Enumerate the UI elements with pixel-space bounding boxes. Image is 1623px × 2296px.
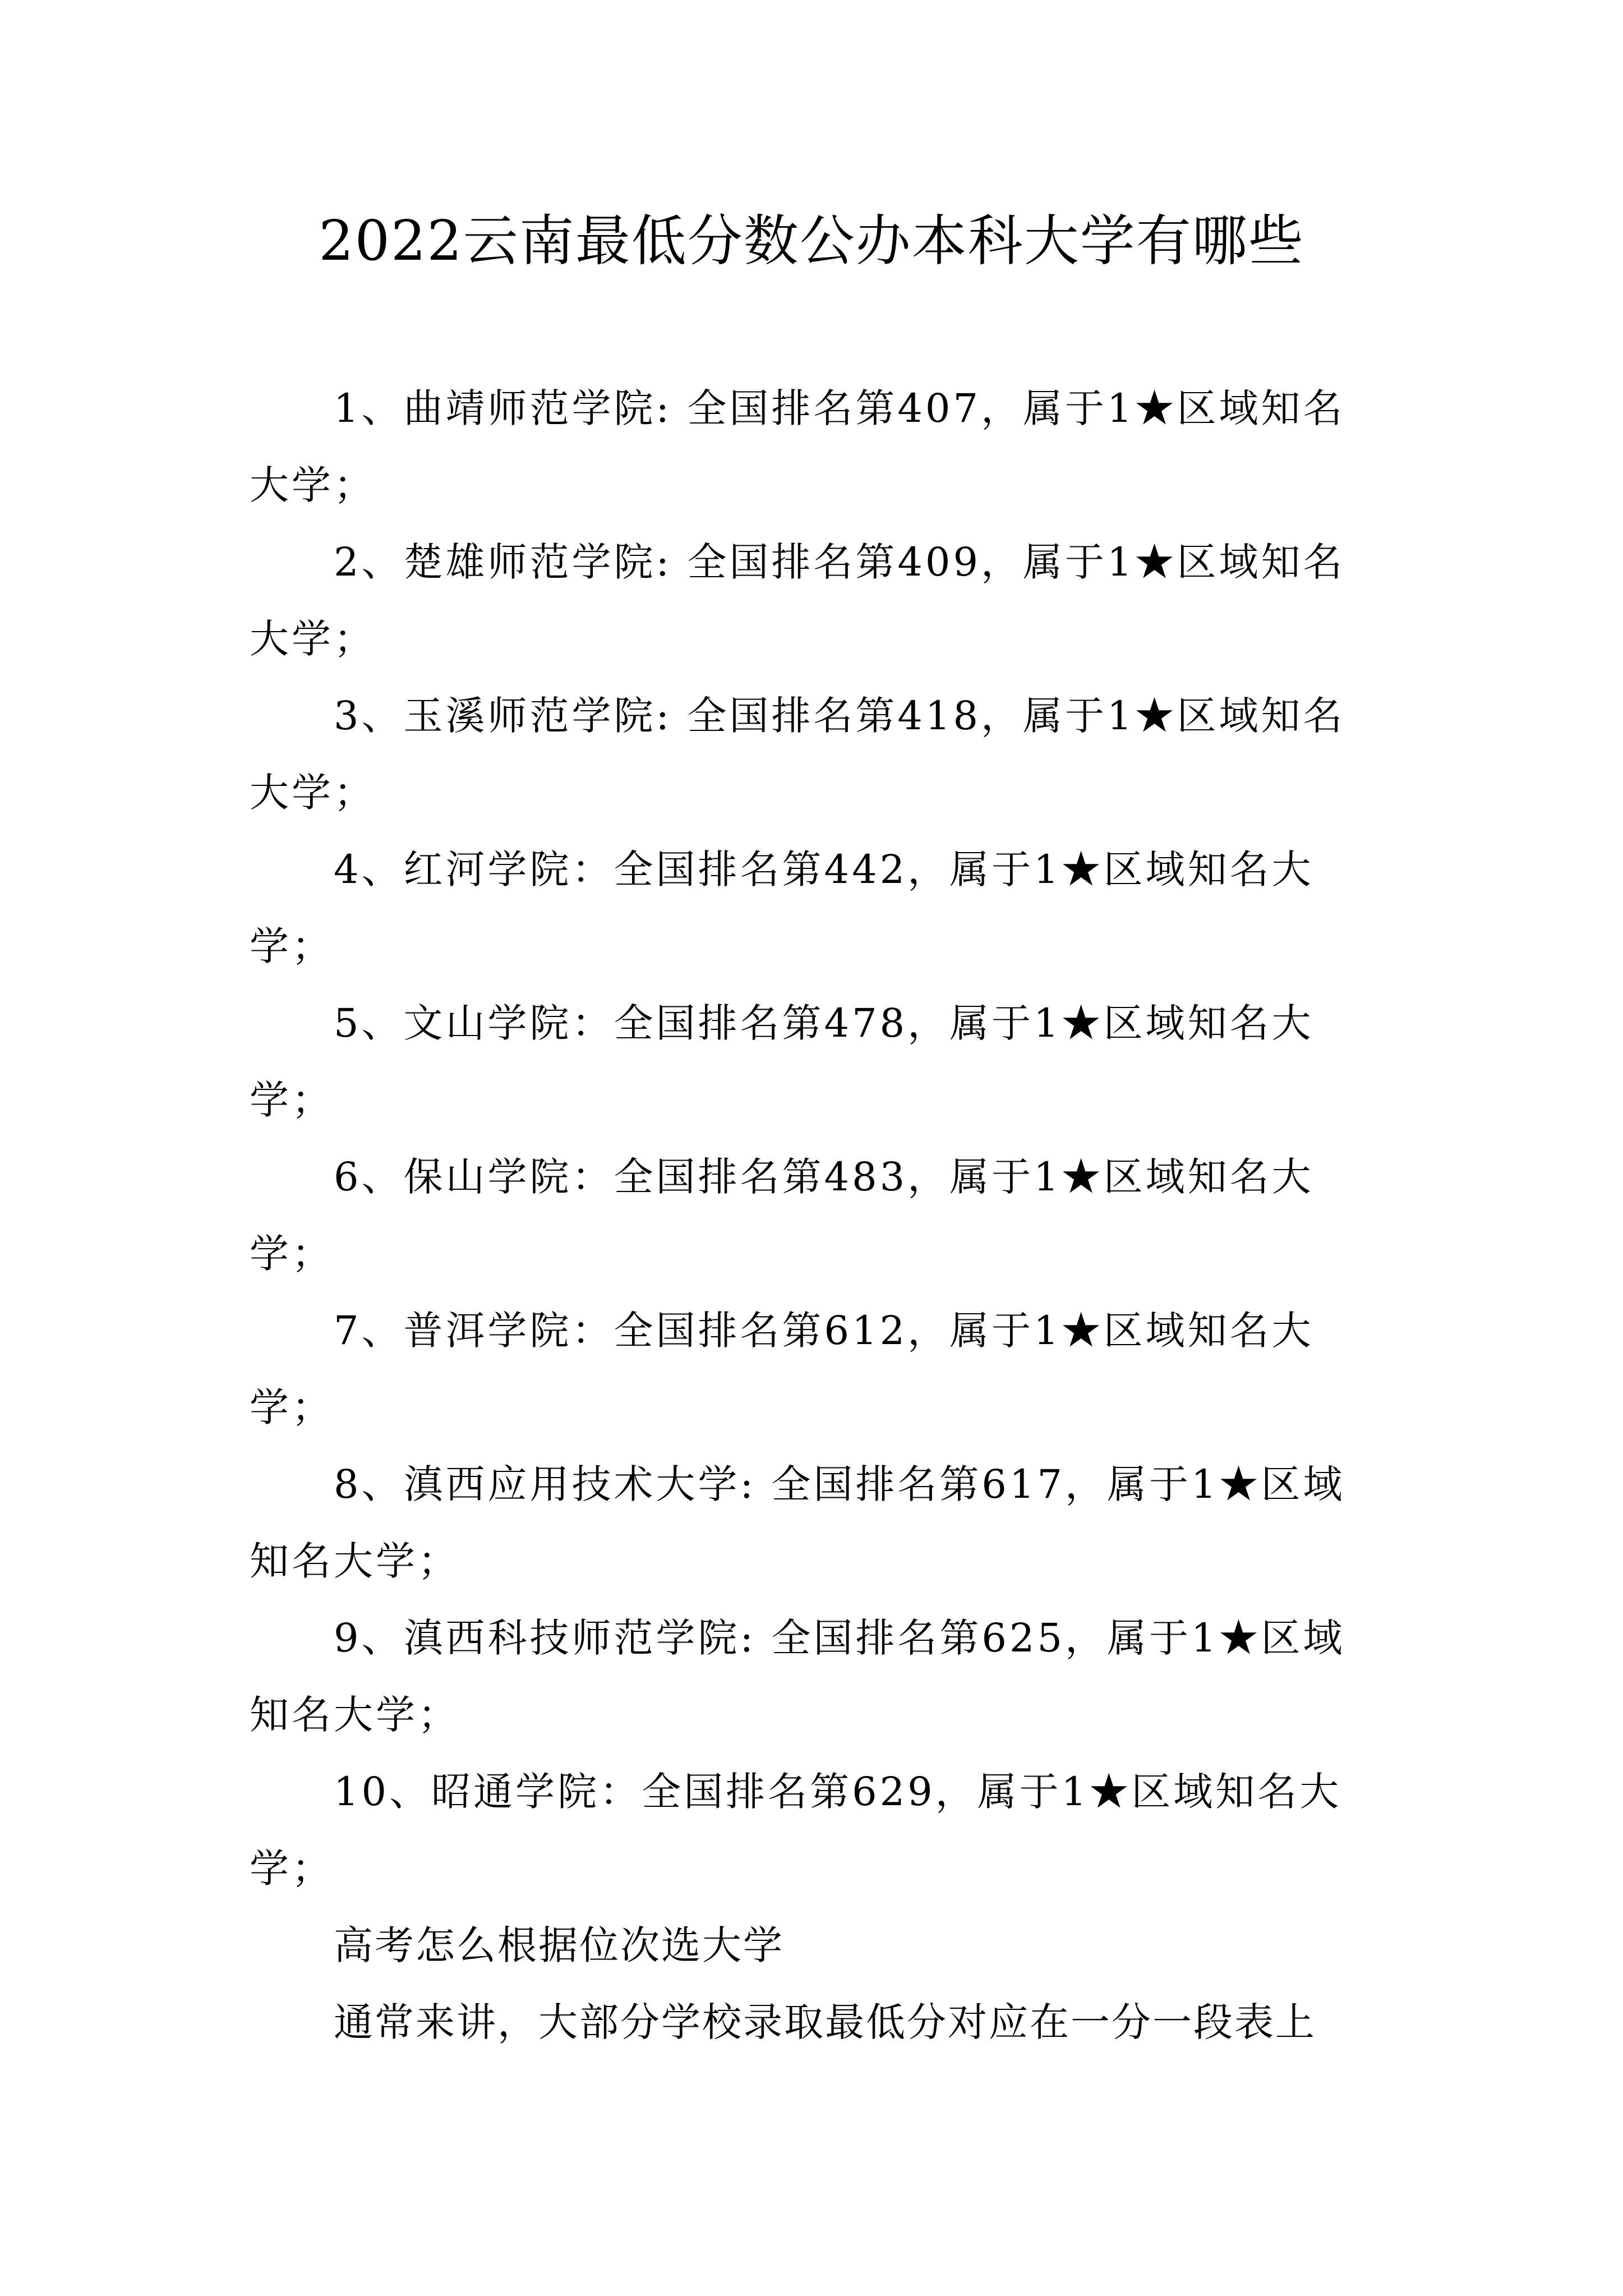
body-paragraph: 通常来讲，大部分学校录取最低分对应在一分一段表上 [334, 1999, 1316, 2045]
list-item-9: 9、滇西科技师范学院: 全国排名第625，属于1★区域知名大学； [250, 1615, 1345, 1738]
list-item-4: 4、红河学院：全国排名第442，属于1★区域知名大学； [250, 846, 1314, 969]
list-item-7: 7、普洱学院：全国排名第612，属于1★区域知名大学； [250, 1308, 1314, 1430]
document-body [250, 370, 1374, 2061]
list-item-8: 8、滇西应用技术大学: 全国排名第617，属于1★区域知名大学； [250, 1461, 1345, 1584]
list-item-10: 10、昭通学院：全国排名第629，属于1★区域知名大学； [250, 1769, 1342, 1892]
list-item-1: 1、曲靖师范学院: 全国排名第407，属于1★区域知名大学； [250, 385, 1345, 508]
list-item-2: 2、楚雄师范学院: 全国排名第409，属于1★区域知名大学； [250, 539, 1345, 662]
document-title: 2022云南最低分数公办本科大学有哪些 [319, 209, 1304, 273]
section-heading: 高考怎么根据位次选大学 [334, 1922, 784, 1968]
list-item-3: 3、玉溪师范学院: 全国排名第418，属于1★区域知名大学； [250, 693, 1345, 816]
list-item-5: 5、文山学院：全国排名第478，属于1★区域知名大学； [250, 1000, 1314, 1123]
list-item-6: 6、保山学院：全国排名第483，属于1★区域知名大学； [250, 1154, 1314, 1277]
